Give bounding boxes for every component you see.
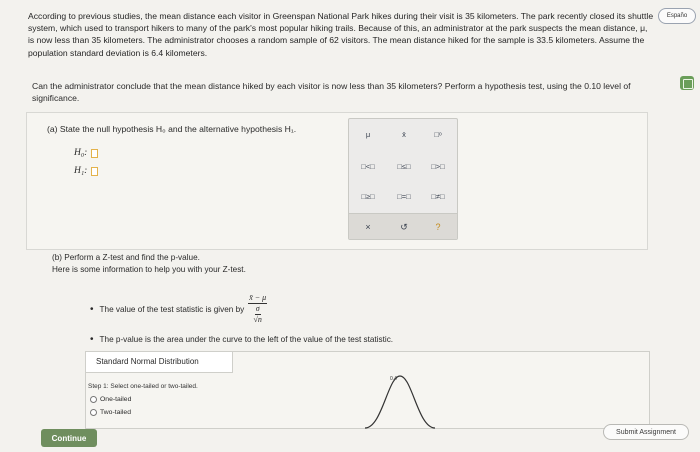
z-formula (248, 293, 267, 325)
h1-label: H₁: (74, 166, 88, 176)
formula-numerator: x̄ − μ (249, 293, 267, 302)
undo-icon[interactable]: ↺ (400, 222, 408, 232)
less-equal-key[interactable]: □≤□ (397, 162, 411, 171)
curve-peak-label: 0.4 (390, 376, 397, 382)
help-icon[interactable]: ? (435, 222, 441, 232)
problem-statement: According to previous studies, the mean distance each visitor in Greenspan National Park hikes during their visit is 35 kilometers. The park recently closed its shuttle system, which used to transport hikers to many of the park's most popular hiking trails. Because of this, an administrator at the park suspects the mean distance, μ, is now less than 35 kilometers. The administrator chooses a random sample of 62 visitors. The mean distance hiked for the sample is 33.5 kilometers. Assume the population standard deviation is 6.4 kilometers. (28, 11, 654, 58)
part-b-title: (b) Perform a Z-test and find the p-value. (52, 253, 200, 262)
h1-input[interactable] (91, 167, 98, 176)
greater-than-key[interactable]: □>□ (431, 162, 445, 171)
radio-button[interactable] (90, 396, 97, 403)
part-b-section (52, 252, 246, 276)
math-keypad (348, 118, 458, 240)
part-a-prompt: (a) State the null hypothesis H₀ and the alternative hypothesis H₁. (47, 124, 297, 134)
distribution-title: Standard Normal Distribution (85, 351, 233, 373)
test-statistic-text: The value of the test statistic is given by (99, 304, 245, 314)
normal-curve (360, 370, 440, 430)
two-tailed-label: Two-tailed (100, 409, 131, 416)
bullet-dot: • (90, 334, 94, 345)
formula-sigma: σ (255, 304, 260, 313)
x-bar-key[interactable]: x̄ (402, 130, 406, 139)
mu-key[interactable]: μ (365, 130, 371, 139)
part-b-subtitle: Here is some information to help you with your Z-test. (52, 265, 246, 274)
language-button[interactable]: Españo (658, 8, 696, 24)
one-tailed-option[interactable] (90, 396, 131, 403)
h0-label: H₀: (74, 148, 88, 158)
clear-icon[interactable]: × (365, 222, 371, 232)
not-equal-key[interactable]: □≠□ (431, 192, 445, 201)
p-value-text: The p-value is the area under the curve to the left of the value of the test statistic. (99, 335, 394, 344)
continue-button[interactable]: Continue (41, 429, 97, 447)
less-than-key[interactable]: □<□ (361, 162, 375, 171)
null-hypothesis-row (74, 148, 98, 158)
two-tailed-option[interactable] (90, 409, 131, 416)
h0-input[interactable] (91, 149, 98, 158)
normal-curve-line (365, 376, 435, 428)
bullet-dot: • (90, 303, 94, 315)
submit-assignment-button[interactable]: Submit Assignment (603, 424, 689, 440)
greater-equal-key[interactable]: □≥□ (361, 192, 375, 201)
step-1-instruction: Step 1: Select one-tailed or two-tailed. (88, 383, 198, 390)
test-statistic-bullet (90, 293, 267, 325)
equal-key[interactable]: □=□ (397, 192, 411, 201)
alt-hypothesis-row (74, 166, 98, 176)
radio-button[interactable] (90, 409, 97, 416)
question-text: Can the administrator conclude that the mean distance hiked by each visitor is now less than 35 kilometers? Perform a hypothesis test, using the 0.10 level of significance. (32, 81, 631, 104)
keypad-actions (349, 213, 457, 239)
calculator-icon[interactable] (680, 76, 694, 90)
formula-sqrt-n: √n (253, 315, 262, 324)
p-value-bullet (90, 334, 393, 345)
formula-denominator (254, 304, 262, 325)
superscript-key[interactable]: □ᵒ (434, 130, 442, 139)
one-tailed-label: One-tailed (100, 396, 132, 403)
